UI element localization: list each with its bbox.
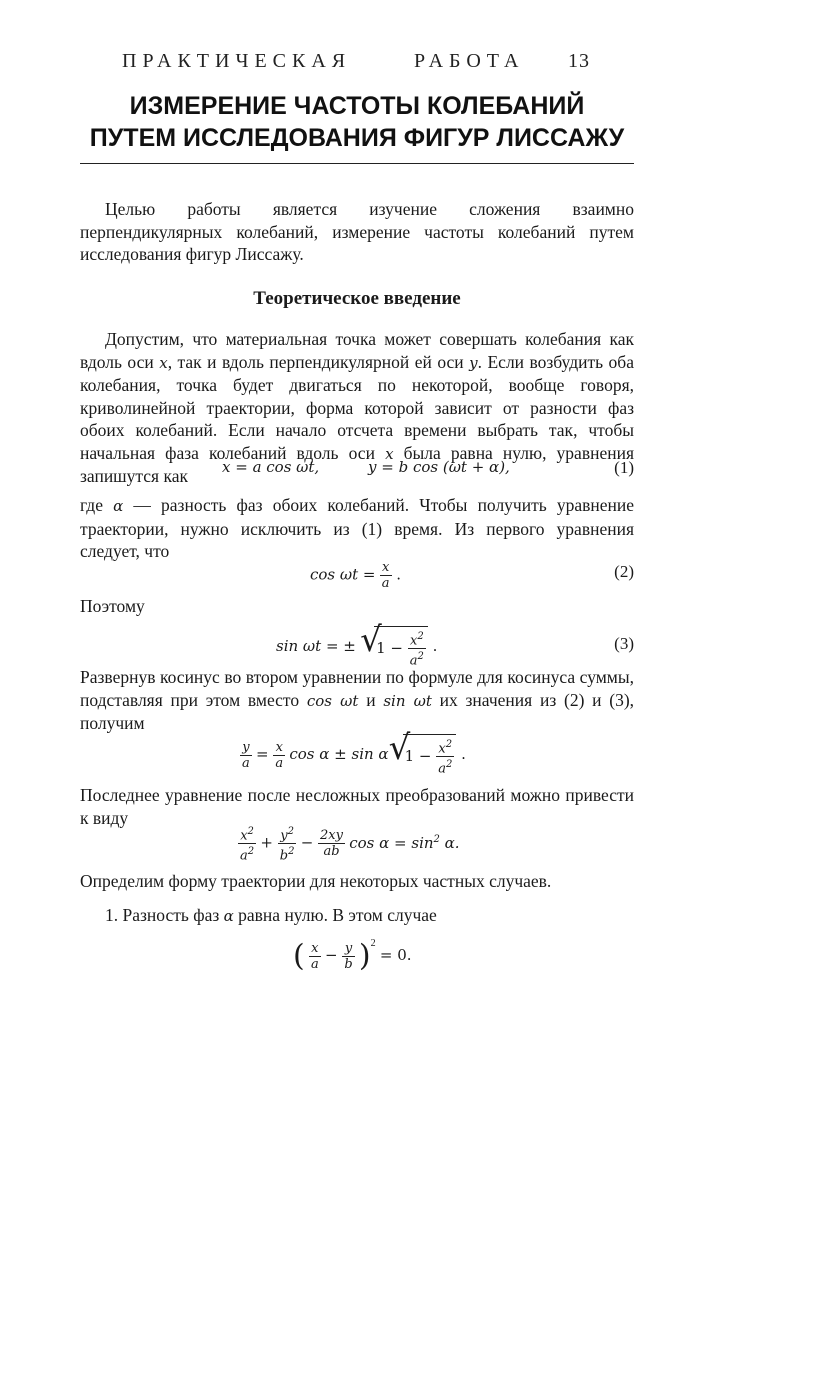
paragraph-theory	[80, 328, 634, 488]
title-line: ИЗМЕРЕНИЕ ЧАСТОТЫ КОЛЕБАНИЙ	[129, 92, 585, 120]
paragraph-transform: Последнее уравнение после несложных преобразований можно привести к виду	[80, 785, 634, 828]
text: 1. Разность фаз	[105, 905, 220, 925]
equation-4	[80, 728, 634, 780]
eq2-expression: cos ωt = $\frac{x}{a}$ .	[310, 560, 402, 591]
running-header-word: РАБОТА	[414, 50, 525, 72]
paragraph-cases: Определим форму траектории для некоторых частных случаев.	[80, 871, 552, 891]
equation-3	[80, 620, 634, 669]
text: их значения из (2) и (3), получим	[80, 689, 635, 733]
paragraph-therefore: Поэтому	[80, 596, 145, 616]
text: и	[366, 689, 376, 710]
math-alpha: α	[113, 497, 124, 515]
equation-5	[80, 824, 634, 864]
eq2-lhs: cos ωt =	[310, 565, 376, 584]
math-alpha: α	[223, 907, 234, 925]
equation-number: (3)	[614, 634, 634, 653]
eq3-lhs: sin ωt = ±	[276, 637, 356, 656]
text: равна нулю. В этом случае	[238, 905, 437, 925]
math-sin: sin ωt	[383, 691, 432, 710]
page-title	[80, 90, 634, 154]
text: — разность фаз обоих колебаний. Чтобы получить уравнение траектории, нужно исключить из (1) время. Из первого уравнения следует, что	[80, 495, 635, 561]
math-cos: cos ωt	[306, 691, 359, 710]
section-heading: Теоретическое введение	[253, 288, 461, 309]
paragraph-phase	[80, 494, 634, 563]
equation-number: (1)	[614, 458, 634, 477]
math-x: x	[159, 353, 168, 372]
square-root: √ 1 − $\frac{x^2}{a^2}$	[360, 626, 428, 669]
eq5-expression: $\frac{x^2}{a^2}$ + $\frac{y^2}{b^2}$ − $\frac{2xy}{ab}$ $\cos \alpha = \sin^2 \alpha$.	[240, 826, 460, 864]
intro-paragraph: Целью работы является изучение сложения взаимно перпендикулярных колебаний, измерение частоты колебаний путем исследования фигур Лиссажу.	[80, 199, 634, 264]
eq1-right: y = b cos (ωt + α),	[368, 458, 510, 476]
fraction: $\frac{x}{a}$	[381, 560, 390, 591]
text: Допустим, что материальная точка может совершать колебания как вдоль оси	[80, 329, 634, 372]
title-divider	[80, 163, 634, 164]
text: Развернув косинус во втором уравнении по формуле для косинуса суммы, подставляя при этом вместо	[80, 667, 634, 710]
text: была равна нулю, уравнения запишутся как	[80, 442, 635, 486]
list-item	[105, 904, 634, 928]
eq1-left: x = a cos ωt,	[222, 458, 320, 476]
title-line: ПУТЕМ ИССЛЕДОВАНИЯ ФИГУР ЛИССАЖУ	[89, 124, 625, 152]
math-x: x	[385, 444, 394, 463]
equation-2	[80, 556, 634, 592]
text: . Если возбудить оба колебания, точка будет двигаться по некоторой, вообще говоря, криволинейной траектории, форма которой зависит от разности фаз обоих колебаний. Если начало отсчета времени выбрать так, чтобы начальная фаза колебаний вдоль оси	[80, 351, 634, 463]
running-header-word: ПРАКТИЧЕСКАЯ	[122, 50, 352, 72]
text: , так и вдоль перпендикулярной ей оси	[167, 351, 464, 372]
paragraph-expand	[80, 666, 634, 735]
page-number: 13	[568, 50, 590, 72]
eq3-expression: sin ωt = ± √ 1 − $\frac{x^2}{a^2}$ .	[276, 620, 438, 669]
math-y: y	[469, 353, 478, 372]
eq6-expression: ( $\frac{x}{a}$ − $\frac{y}{b}$ )$^2$ = 0.	[293, 938, 412, 974]
text: где	[80, 495, 103, 515]
equation-6	[80, 938, 634, 986]
equation-number: (2)	[614, 562, 634, 581]
eq4-expression: $\frac{y}{a}$ = $\frac{x}{a}$ cos α ± sin α √ 1 − $\frac{x^2}{a^2}$ .	[242, 728, 466, 777]
